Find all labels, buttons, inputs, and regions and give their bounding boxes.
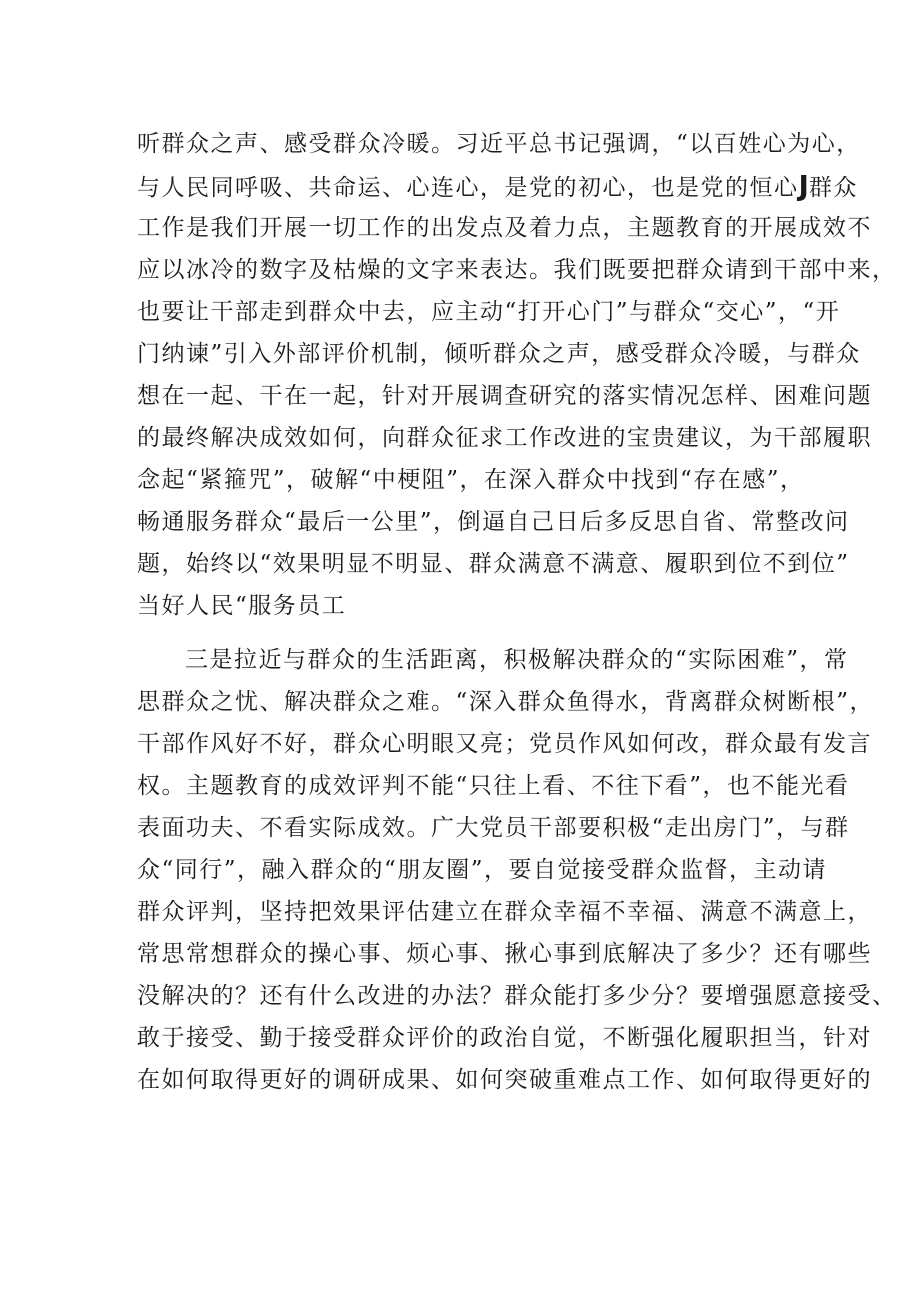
text-segment: 与人民同呼吸、共命运、心连心，是党的初心，也是党的恒心 xyxy=(137,175,799,201)
text-line: 的最终解决成效如何，向群众征求工作改进的宝贵建议，为干部履职 xyxy=(137,425,872,451)
text-line: 想在一起、干在一起，针对开展调查研究的落实情况怎样、困难问题 xyxy=(137,383,872,409)
text-line: 工作是我们开展一切工作的出发点及着力点，主题教育的开展成效不 xyxy=(137,215,872,241)
text-line: 三是拉近与群众的生活距离，积极解决群众的“实际困难”，常 xyxy=(185,647,849,673)
text-line: 也要让干部走到群众中去，应主动“打开心门”与群众“交心”，“开 xyxy=(137,299,841,325)
text-line xyxy=(137,166,858,206)
text-line: 干部作风好不好，群众心明眼又亮；党员作风如何改，群众最有发言 xyxy=(137,731,872,757)
text-line: 门纳谏”引入外部评价机制，倾听群众之声，感受群众冷暖，与群众 xyxy=(137,341,861,367)
text-line: 权。主题教育的成效评判不能“只往上看、不往下看”，也不能光看 xyxy=(137,773,850,799)
text-line: 敢于接受、勤于接受群众评价的政治自觉，不断强化履职担当，针对 xyxy=(137,1025,872,1051)
text-line: 听群众之声、感受群众冷暖。习近平总书记强调，“以百姓心为心， xyxy=(137,131,861,157)
text-line: 思群众之忧、解决群众之难。“深入群众鱼得水，背离群众树断根”， xyxy=(137,689,875,715)
text-line: 题，始终以“效果明显不明显、群众满意不满意、履职到位不到位” xyxy=(137,551,850,577)
text-line: 在如何取得更好的调研成果、如何突破重难点工作、如何取得更好的 xyxy=(137,1067,872,1093)
text-line: 群众评判，坚持把效果评估建立在群众幸福不幸福、满意不满意上， xyxy=(137,899,872,925)
text-line: 念起“紧箍咒”，破解“中梗阻”，在深入群众中找到“存在感”， xyxy=(137,467,805,493)
text-line: 众“同行”，融入群众的“朋友圈”，要自觉接受群众监督，主动请 xyxy=(137,857,828,883)
text-line: 当好人民“服务员工 xyxy=(137,593,347,619)
stray-glyph: J xyxy=(798,169,809,202)
text-line: 常思常想群众的操心事、烦心事、揪心事到底解决了多少？还有哪些 xyxy=(137,941,872,967)
text-line: 应以冰冷的数字及枯燥的文字来表达。我们既要把群众请到干部中来， xyxy=(137,257,897,283)
text-segment: 群众 xyxy=(808,175,858,201)
text-line: 表面功夫、不看实际成效。广大党员干部要积极“走出房门”，与群 xyxy=(137,815,850,841)
text-line: 畅通服务群众“最后一公里”，倒逼自己日后多反思自省、常整改问 xyxy=(137,509,850,535)
text-line: 没解决的？还有什么改进的办法？群众能打多少分？要增强愿意接受、 xyxy=(137,983,897,1009)
